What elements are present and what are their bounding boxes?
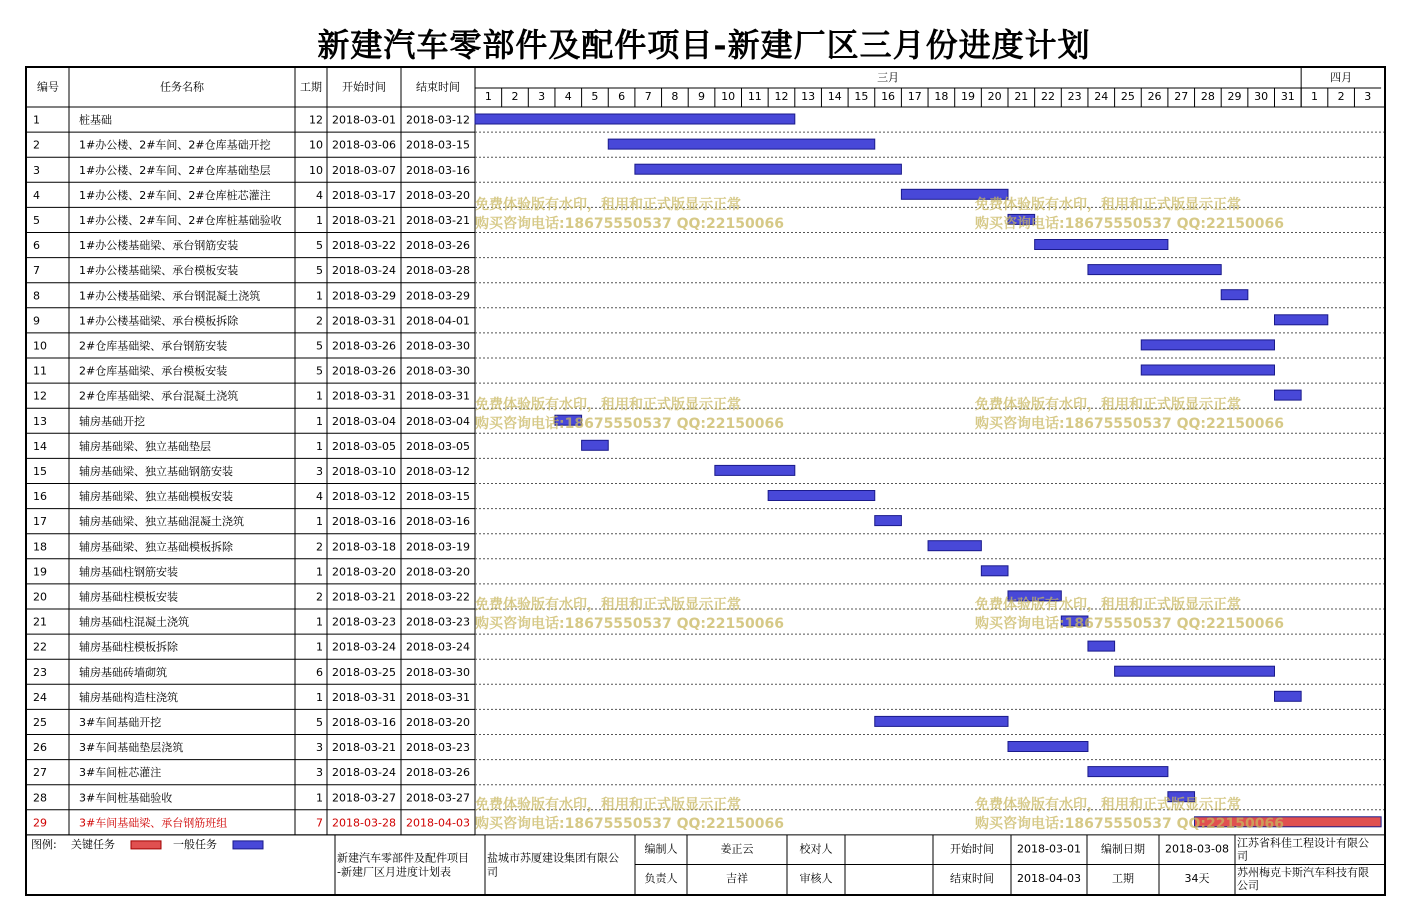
day-number: 4 bbox=[564, 90, 572, 103]
task-start: 2018-03-29 bbox=[332, 289, 396, 303]
task-duration: 2 bbox=[316, 314, 323, 328]
task-end: 2018-03-29 bbox=[406, 289, 470, 303]
col-header-duration: 工期 bbox=[300, 80, 322, 94]
task-start: 2018-03-22 bbox=[332, 239, 396, 253]
task-duration: 2 bbox=[316, 590, 323, 604]
gantt-bar bbox=[875, 516, 902, 526]
task-end: 2018-03-30 bbox=[406, 665, 470, 679]
project-name: 新建汽车零部件及配件项目 bbox=[337, 851, 469, 865]
watermark-text: 免费体验版有水印，租用和正式版显示正常 bbox=[975, 397, 1241, 413]
day-number: 30 bbox=[1254, 90, 1269, 103]
watermark-text: 购买咨询电话:18675550537 QQ:22150066 bbox=[475, 816, 784, 832]
task-id: 4 bbox=[33, 188, 40, 202]
day-number: 1 bbox=[1310, 90, 1318, 103]
watermark-text: 免费体验版有水印，租用和正式版显示正常 bbox=[475, 197, 741, 213]
day-number: 7 bbox=[644, 90, 652, 103]
task-start: 2018-03-27 bbox=[332, 791, 396, 805]
task-start: 2018-03-18 bbox=[332, 540, 396, 554]
task-start: 2018-03-21 bbox=[332, 590, 396, 604]
gantt-bar bbox=[608, 139, 875, 149]
task-end: 2018-03-19 bbox=[406, 540, 470, 554]
gantt-bar bbox=[1088, 265, 1221, 275]
day-number: 27 bbox=[1174, 90, 1189, 103]
watermark-text: 购买咨询电话:18675550537 QQ:22150066 bbox=[975, 416, 1284, 432]
task-end: 2018-03-26 bbox=[406, 766, 470, 780]
task-name: 辅房基础柱模板拆除 bbox=[79, 640, 178, 654]
task-end: 2018-03-28 bbox=[406, 264, 470, 278]
day-number: 25 bbox=[1120, 90, 1135, 103]
task-duration: 1 bbox=[316, 640, 323, 654]
task-end: 2018-03-23 bbox=[406, 615, 470, 629]
gantt-bar bbox=[475, 114, 795, 124]
proofreader-label: 校对人 bbox=[799, 842, 833, 856]
watermark-text: 购买咨询电话:18675550537 QQ:22150066 bbox=[975, 616, 1284, 632]
task-duration: 1 bbox=[316, 565, 323, 579]
task-id: 25 bbox=[33, 715, 47, 729]
task-id: 17 bbox=[33, 515, 47, 529]
task-duration: 1 bbox=[316, 213, 323, 227]
gantt-bar bbox=[1115, 666, 1275, 676]
task-start: 2018-03-31 bbox=[332, 389, 396, 403]
end-label: 结束时间 bbox=[950, 872, 994, 886]
task-name: 2#仓库基础梁、承台混凝土浇筑 bbox=[79, 389, 239, 403]
day-number: 2 bbox=[1337, 90, 1345, 103]
project-name: -新建厂区月进度计划表 bbox=[337, 865, 451, 879]
task-end: 2018-03-20 bbox=[406, 715, 470, 729]
gantt-bar bbox=[1035, 240, 1168, 250]
date-label: 编制日期 bbox=[1101, 842, 1145, 856]
task-end: 2018-03-31 bbox=[406, 690, 470, 704]
task-id: 20 bbox=[33, 590, 47, 604]
task-name: 1#办公楼、2#车间、2#仓库桩基础验收 bbox=[79, 213, 282, 227]
task-end: 2018-04-01 bbox=[406, 314, 470, 328]
task-end: 2018-03-15 bbox=[406, 490, 470, 504]
task-name: 辅房基础柱钢筋安装 bbox=[79, 565, 178, 579]
task-duration: 1 bbox=[316, 791, 323, 805]
compiler-label: 编制人 bbox=[644, 842, 678, 856]
task-end: 2018-03-16 bbox=[406, 163, 470, 177]
day-number: 14 bbox=[827, 90, 842, 103]
task-id: 11 bbox=[33, 364, 47, 378]
task-end: 2018-03-12 bbox=[406, 113, 470, 127]
col-header-start: 开始时间 bbox=[342, 80, 386, 94]
watermark-text: 购买咨询电话:18675550537 QQ:22150066 bbox=[975, 816, 1284, 832]
day-number: 10 bbox=[721, 90, 736, 103]
task-start: 2018-03-01 bbox=[332, 113, 396, 127]
task-name: 辅房基础砖墙砌筑 bbox=[79, 665, 167, 679]
task-id: 16 bbox=[33, 490, 47, 504]
task-name: 1#办公楼、2#车间、2#仓库基础垫层 bbox=[79, 163, 271, 177]
design-company: 司 bbox=[1237, 849, 1248, 863]
client-company: 苏州梅克卡斯汽车科技有限 bbox=[1237, 866, 1369, 880]
month-label: 四月 bbox=[1330, 71, 1353, 84]
task-end: 2018-03-27 bbox=[406, 791, 470, 805]
day-number: 11 bbox=[747, 90, 762, 103]
task-end: 2018-04-03 bbox=[406, 816, 470, 830]
task-name: 3#车间基础垫层浇筑 bbox=[79, 741, 184, 755]
task-start: 2018-03-21 bbox=[332, 741, 396, 755]
reviewer-label: 审核人 bbox=[799, 872, 833, 886]
gantt-bar bbox=[928, 541, 981, 551]
gantt-bar bbox=[1275, 390, 1302, 400]
watermark-text: 免费体验版有水印，租用和正式版显示正常 bbox=[975, 597, 1241, 613]
gantt-bar bbox=[1008, 742, 1088, 752]
task-end: 2018-03-20 bbox=[406, 565, 470, 579]
gantt-bar bbox=[1141, 365, 1274, 375]
task-id: 7 bbox=[33, 264, 40, 278]
watermark-text: 购买咨询电话:18675550537 QQ:22150066 bbox=[475, 616, 784, 632]
day-number: 20 bbox=[987, 90, 1002, 103]
task-name: 辅房基础柱模板安装 bbox=[79, 590, 178, 604]
task-duration: 1 bbox=[316, 515, 323, 529]
task-id: 10 bbox=[33, 339, 47, 353]
task-duration: 3 bbox=[316, 766, 323, 780]
task-id: 13 bbox=[33, 414, 47, 428]
task-name: 辅房基础柱混凝土浇筑 bbox=[79, 615, 189, 629]
task-name: 辅房基础梁、独立基础钢筋安装 bbox=[79, 464, 233, 478]
task-end: 2018-03-31 bbox=[406, 389, 470, 403]
task-duration: 1 bbox=[316, 389, 323, 403]
day-number: 9 bbox=[698, 90, 706, 103]
day-number: 31 bbox=[1280, 90, 1295, 103]
task-id: 5 bbox=[33, 213, 40, 227]
gantt-bar bbox=[1221, 290, 1248, 300]
task-id: 6 bbox=[33, 239, 40, 253]
task-duration: 1 bbox=[316, 690, 323, 704]
task-id: 23 bbox=[33, 665, 47, 679]
manager-value: 吉祥 bbox=[726, 872, 748, 886]
task-start: 2018-03-26 bbox=[332, 364, 396, 378]
day-number: 29 bbox=[1227, 90, 1242, 103]
day-number: 19 bbox=[961, 90, 976, 103]
schedule-table bbox=[25, 66, 1386, 896]
task-id: 9 bbox=[33, 314, 40, 328]
task-duration: 5 bbox=[316, 715, 323, 729]
task-id: 8 bbox=[33, 289, 40, 303]
day-number: 12 bbox=[774, 90, 789, 103]
watermark-text: 免费体验版有水印，租用和正式版显示正常 bbox=[975, 197, 1241, 213]
task-duration: 4 bbox=[316, 188, 323, 202]
task-end: 2018-03-24 bbox=[406, 640, 470, 654]
task-id: 2 bbox=[33, 138, 40, 152]
task-duration: 3 bbox=[316, 741, 323, 755]
task-name: 辅房基础梁、独立基础模板安装 bbox=[79, 490, 233, 504]
legend-normal-label: 一般任务 bbox=[173, 837, 217, 851]
design-company: 江苏省科佳工程设计有限公 bbox=[1237, 836, 1369, 850]
task-duration: 5 bbox=[316, 339, 323, 353]
start-value: 2018-03-01 bbox=[1017, 842, 1081, 856]
task-id: 29 bbox=[33, 816, 47, 830]
task-name: 3#车间桩芯灌注 bbox=[79, 766, 162, 780]
client-company: 公司 bbox=[1237, 879, 1259, 893]
task-name: 3#车间基础梁、承台钢筋班组 bbox=[79, 816, 228, 830]
gantt-bar bbox=[1275, 691, 1302, 701]
compiler-value: 姜正云 bbox=[720, 842, 754, 856]
gantt-bar bbox=[1088, 767, 1168, 777]
gantt-bar bbox=[582, 440, 609, 450]
watermark-text: 免费体验版有水印，租用和正式版显示正常 bbox=[475, 597, 741, 613]
gantt-bar bbox=[1088, 641, 1115, 651]
day-number: 3 bbox=[1364, 90, 1372, 103]
task-id: 27 bbox=[33, 766, 47, 780]
task-name: 1#办公楼基础梁、承台模板拆除 bbox=[79, 314, 239, 328]
day-number: 1 bbox=[484, 90, 492, 103]
task-name: 辅房基础开挖 bbox=[79, 414, 145, 428]
day-number: 8 bbox=[671, 90, 679, 103]
task-duration: 4 bbox=[316, 490, 323, 504]
task-end: 2018-03-23 bbox=[406, 741, 470, 755]
task-end: 2018-03-16 bbox=[406, 515, 470, 529]
task-id: 1 bbox=[33, 113, 40, 127]
day-number: 28 bbox=[1200, 90, 1215, 103]
task-id: 18 bbox=[33, 540, 47, 554]
task-duration: 1 bbox=[316, 289, 323, 303]
task-start: 2018-03-24 bbox=[332, 766, 396, 780]
task-id: 19 bbox=[33, 565, 47, 579]
date-value: 2018-03-08 bbox=[1165, 842, 1229, 856]
task-duration: 5 bbox=[316, 264, 323, 278]
task-start: 2018-03-17 bbox=[332, 188, 396, 202]
task-name: 2#仓库基础梁、承台模板安装 bbox=[79, 364, 228, 378]
task-duration: 5 bbox=[316, 239, 323, 253]
task-duration: 10 bbox=[309, 138, 323, 152]
task-name: 1#办公楼、2#车间、2#仓库基础开挖 bbox=[79, 138, 271, 152]
task-end: 2018-03-21 bbox=[406, 213, 470, 227]
task-duration: 3 bbox=[316, 464, 323, 478]
task-duration: 10 bbox=[309, 163, 323, 177]
watermark-text: 购买咨询电话:18675550537 QQ:22150066 bbox=[475, 216, 784, 232]
task-duration: 6 bbox=[316, 665, 323, 679]
contractor-name: 司 bbox=[487, 865, 498, 879]
gantt-bar bbox=[1275, 315, 1328, 325]
day-number: 2 bbox=[511, 90, 519, 103]
day-number: 5 bbox=[591, 90, 599, 103]
gantt-bar bbox=[1141, 340, 1274, 350]
legend-normal-swatch bbox=[233, 841, 263, 849]
gantt-bar bbox=[768, 491, 875, 501]
task-name: 1#办公楼基础梁、承台模板安装 bbox=[79, 264, 239, 278]
watermark-text: 免费体验版有水印，租用和正式版显示正常 bbox=[975, 797, 1241, 813]
task-start: 2018-03-28 bbox=[332, 816, 396, 830]
task-end: 2018-03-22 bbox=[406, 590, 470, 604]
task-name: 辅房基础梁、独立基础模板拆除 bbox=[79, 540, 233, 554]
task-start: 2018-03-10 bbox=[332, 464, 396, 478]
task-start: 2018-03-31 bbox=[332, 690, 396, 704]
manager-label: 负责人 bbox=[644, 872, 678, 886]
task-id: 3 bbox=[33, 163, 40, 177]
task-name: 桩基础 bbox=[79, 113, 112, 127]
task-duration: 1 bbox=[316, 615, 323, 629]
task-start: 2018-03-26 bbox=[332, 339, 396, 353]
task-duration: 1 bbox=[316, 414, 323, 428]
task-id: 21 bbox=[33, 615, 47, 629]
task-end: 2018-03-15 bbox=[406, 138, 470, 152]
task-name: 1#办公楼基础梁、承台钢筋安装 bbox=[79, 239, 239, 253]
start-label: 开始时间 bbox=[950, 842, 994, 856]
legend-label: 图例: bbox=[31, 837, 57, 851]
col-header-end: 结束时间 bbox=[416, 80, 460, 94]
task-start: 2018-03-25 bbox=[332, 665, 396, 679]
task-id: 15 bbox=[33, 464, 47, 478]
task-duration: 5 bbox=[316, 364, 323, 378]
task-start: 2018-03-12 bbox=[332, 490, 396, 504]
task-end: 2018-03-26 bbox=[406, 239, 470, 253]
task-name: 1#办公楼、2#车间、2#仓库桩芯灌注 bbox=[79, 188, 271, 202]
legend-critical-label: 关键任务 bbox=[71, 837, 115, 851]
watermark-text: 购买咨询电话:18675550537 QQ:22150066 bbox=[475, 416, 784, 432]
task-start: 2018-03-31 bbox=[332, 314, 396, 328]
gantt-bar bbox=[715, 465, 795, 475]
watermark-text: 购买咨询电话:18675550537 QQ:22150066 bbox=[975, 216, 1284, 232]
task-duration: 1 bbox=[316, 439, 323, 453]
task-start: 2018-03-20 bbox=[332, 565, 396, 579]
task-duration: 7 bbox=[316, 816, 323, 830]
task-end: 2018-03-30 bbox=[406, 364, 470, 378]
task-start: 2018-03-04 bbox=[332, 414, 396, 428]
task-duration: 12 bbox=[309, 113, 323, 127]
watermark-text: 免费体验版有水印，租用和正式版显示正常 bbox=[475, 397, 741, 413]
legend-critical-swatch bbox=[131, 841, 161, 849]
task-name: 2#仓库基础梁、承台钢筋安装 bbox=[79, 339, 228, 353]
day-number: 18 bbox=[934, 90, 949, 103]
task-name: 3#车间基础开挖 bbox=[79, 715, 162, 729]
col-header-id: 编号 bbox=[37, 80, 59, 94]
day-number: 26 bbox=[1147, 90, 1162, 103]
col-header-name: 任务名称 bbox=[160, 80, 204, 94]
day-number: 22 bbox=[1040, 90, 1055, 103]
task-id: 28 bbox=[33, 791, 47, 805]
task-start: 2018-03-16 bbox=[332, 515, 396, 529]
task-name: 3#车间桩基础验收 bbox=[79, 791, 173, 805]
gantt-bar bbox=[981, 566, 1008, 576]
day-number: 24 bbox=[1094, 90, 1109, 103]
task-id: 14 bbox=[33, 439, 47, 453]
day-number: 16 bbox=[881, 90, 896, 103]
task-start: 2018-03-16 bbox=[332, 715, 396, 729]
contractor-name: 盐城市苏厦建设集团有限公 bbox=[487, 851, 619, 865]
gantt-bar bbox=[635, 164, 902, 174]
task-start: 2018-03-21 bbox=[332, 213, 396, 227]
day-number: 23 bbox=[1067, 90, 1082, 103]
task-end: 2018-03-20 bbox=[406, 188, 470, 202]
day-number: 15 bbox=[854, 90, 869, 103]
task-name: 1#办公楼基础梁、承台钢混凝土浇筑 bbox=[79, 289, 261, 303]
task-id: 26 bbox=[33, 741, 47, 755]
task-start: 2018-03-24 bbox=[332, 640, 396, 654]
duration-label: 工期 bbox=[1112, 872, 1134, 886]
task-start: 2018-03-23 bbox=[332, 615, 396, 629]
task-id: 24 bbox=[33, 690, 47, 704]
task-name: 辅房基础梁、独立基础垫层 bbox=[79, 439, 211, 453]
task-duration: 2 bbox=[316, 540, 323, 554]
page-title: 新建汽车零部件及配件项目-新建厂区三月份进度计划 bbox=[317, 26, 1091, 64]
day-number: 3 bbox=[538, 90, 546, 103]
task-end: 2018-03-04 bbox=[406, 414, 470, 428]
gantt-chart bbox=[27, 68, 1384, 894]
task-start: 2018-03-05 bbox=[332, 439, 396, 453]
task-start: 2018-03-24 bbox=[332, 264, 396, 278]
day-number: 6 bbox=[618, 90, 626, 103]
task-id: 22 bbox=[33, 640, 47, 654]
duration-value: 34天 bbox=[1184, 872, 1210, 886]
gantt-bar bbox=[875, 716, 1008, 726]
day-number: 17 bbox=[907, 90, 922, 103]
task-end: 2018-03-05 bbox=[406, 439, 470, 453]
task-end: 2018-03-12 bbox=[406, 464, 470, 478]
task-name: 辅房基础构造柱浇筑 bbox=[79, 690, 178, 704]
month-label: 三月 bbox=[877, 71, 900, 84]
end-value: 2018-04-03 bbox=[1017, 872, 1081, 886]
day-number: 21 bbox=[1014, 90, 1029, 103]
watermark-text: 免费体验版有水印，租用和正式版显示正常 bbox=[475, 797, 741, 813]
task-start: 2018-03-07 bbox=[332, 163, 396, 177]
task-name: 辅房基础梁、独立基础混凝土浇筑 bbox=[79, 515, 244, 529]
task-start: 2018-03-06 bbox=[332, 138, 396, 152]
task-end: 2018-03-30 bbox=[406, 339, 470, 353]
day-number: 13 bbox=[801, 90, 816, 103]
task-id: 12 bbox=[33, 389, 47, 403]
